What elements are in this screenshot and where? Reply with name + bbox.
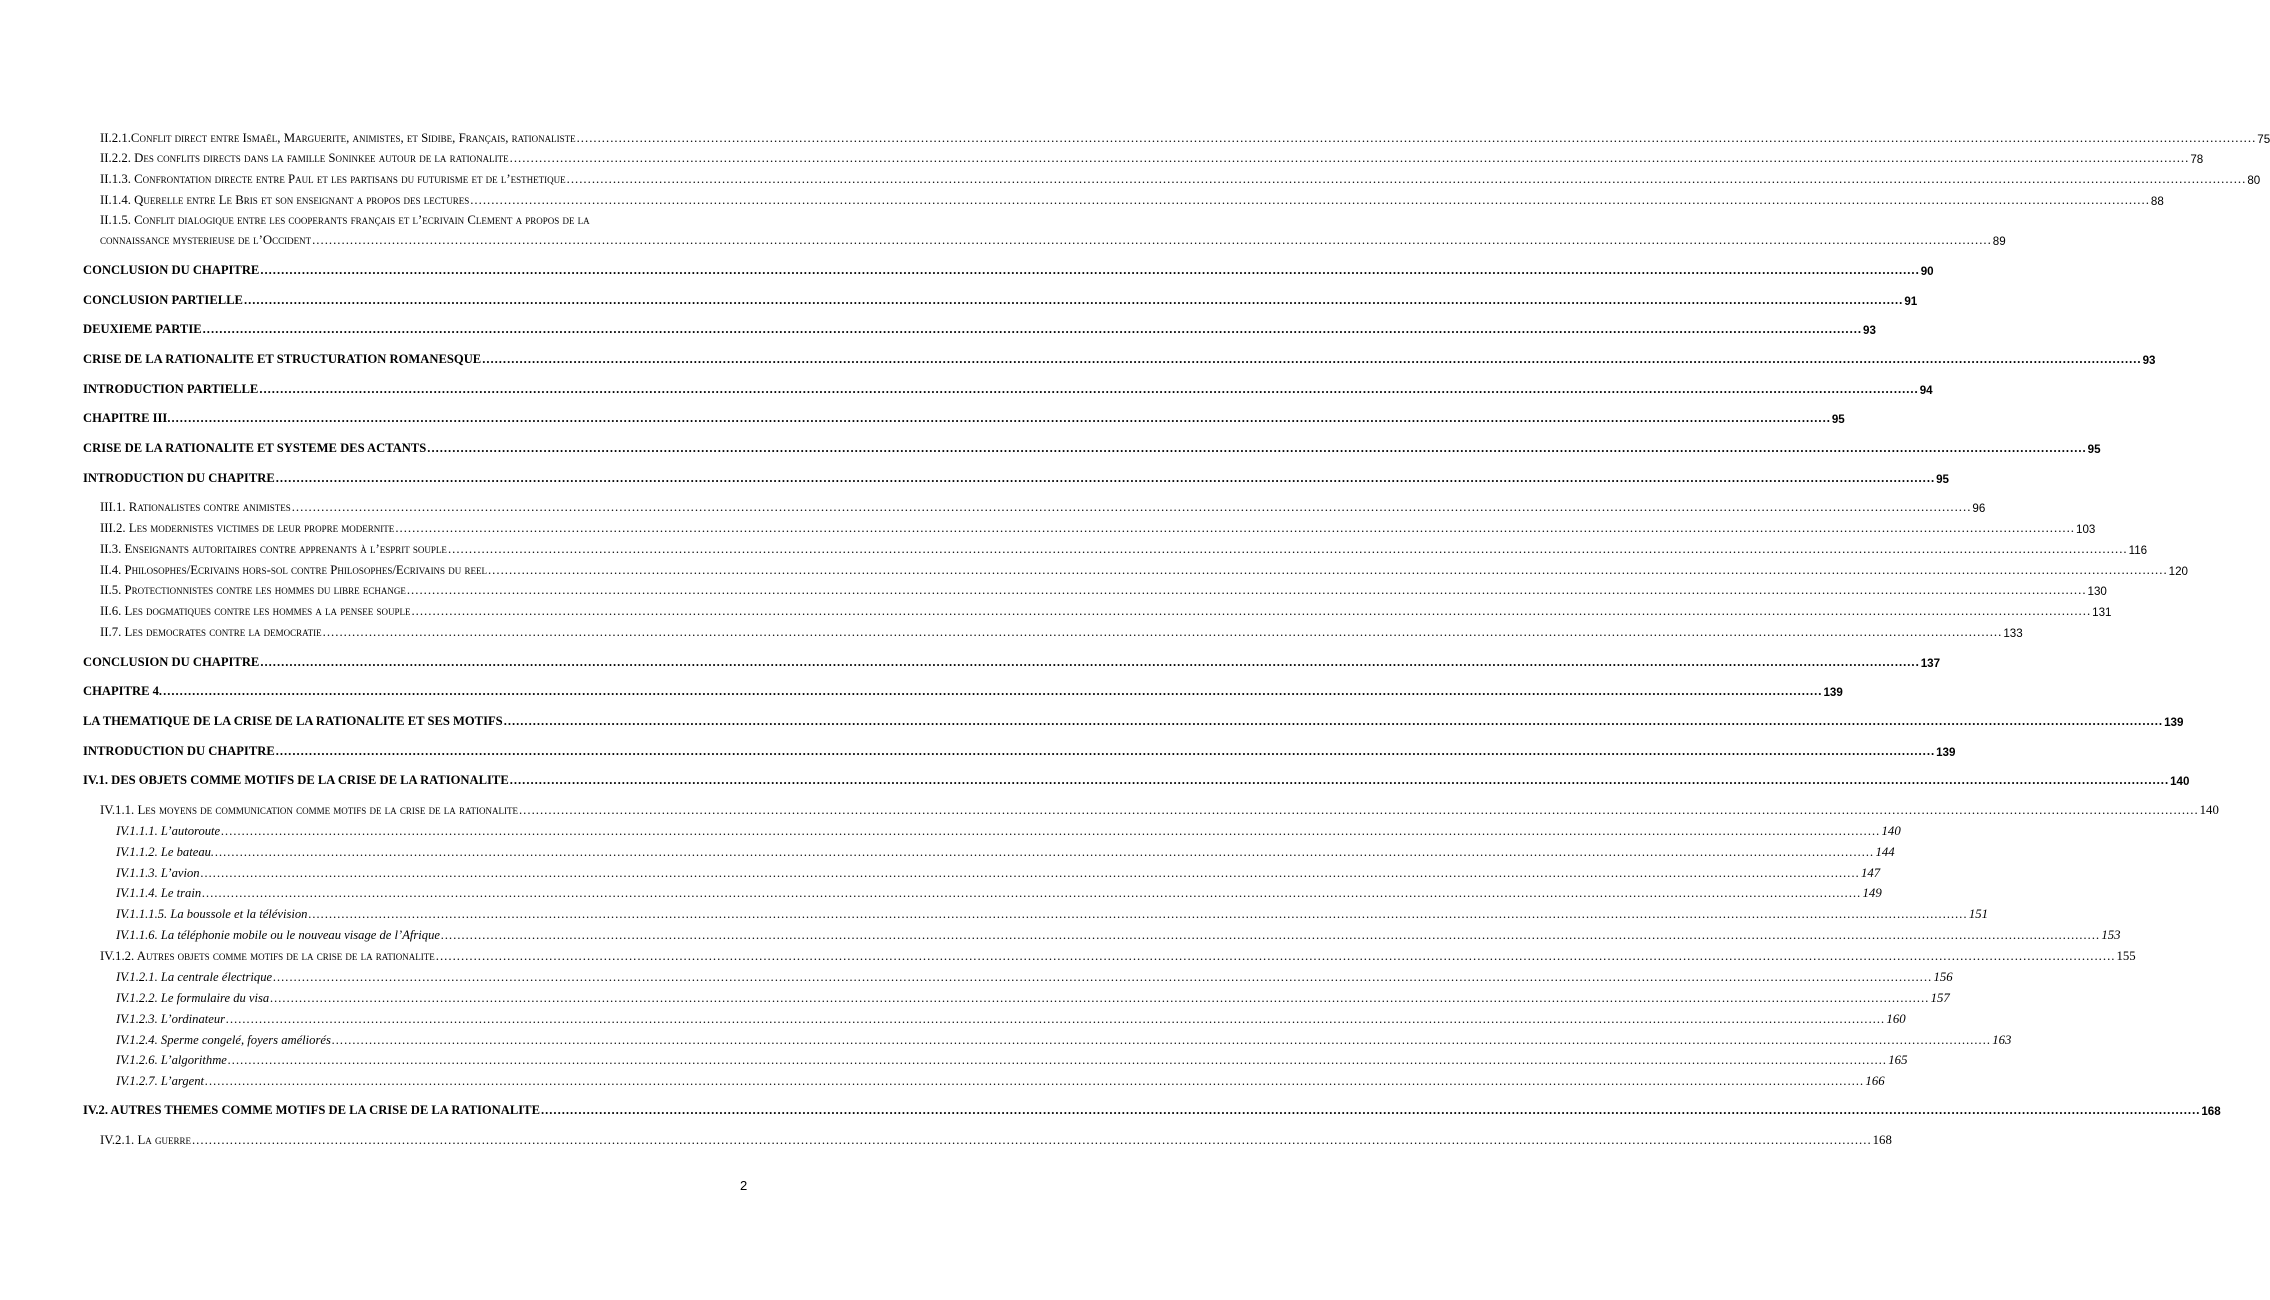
toc-entry-page: 130 — [2087, 585, 2107, 598]
toc-entry[interactable] — [83, 411, 1845, 426]
toc-entry-page: 95 — [1831, 413, 1845, 426]
toc-entry[interactable] — [83, 352, 2156, 367]
page-number: 2 — [740, 1178, 748, 1193]
toc-entry-title: IV.1.1.3. L’avion — [116, 866, 200, 880]
dot-leader: ................................................................................................................................................................................................................................................................................................................................................................................................................ — [308, 907, 1968, 921]
dot-leader: ................................................................................................................................................................................................................................................................................................................................................................................................................ — [395, 521, 2075, 535]
toc-entry-title: IV.1.1. Les moyens de communication comme motifs de la crise de la rationalite — [100, 803, 518, 817]
dot-leader: ................................................................................................................................................................................................................................................................................................................................................................................................................ — [503, 714, 2164, 728]
toc-entry[interactable] — [83, 322, 1876, 337]
toc-entry-title: CONCLUSION DU CHAPITRE — [83, 263, 260, 277]
toc-entry-page: 139 — [2164, 716, 2184, 729]
dot-leader: ................................................................................................................................................................................................................................................................................................................................................................................................................ — [482, 352, 2142, 366]
toc-entry-title: IV.1.2.2. Le formulaire du visa — [116, 991, 270, 1005]
toc-entry-page: 88 — [2150, 195, 2164, 208]
toc-entry[interactable] — [83, 441, 2101, 456]
toc-entry-title: II.5. Protectionnistes contre les hommes du libre echange — [100, 583, 406, 597]
toc-entry-title: LA THEMATIQUE DE LA CRISE DE LA RATIONALITE ET SES MOTIFS — [83, 714, 503, 728]
dot-leader: ................................................................................................................................................................................................................................................................................................................................................................................................................ — [273, 970, 1933, 984]
dot-leader: ................................................................................................................................................................................................................................................................................................................................................................................................................ — [202, 322, 1863, 336]
dot-leader: ................................................................................................................................................................................................................................................................................................................................................................................................................ — [270, 991, 1930, 1005]
dot-leader: ................................................................................................................................................................................................................................................................................................................................................................................................................ — [163, 684, 1823, 698]
toc-entry[interactable] — [116, 866, 1881, 881]
toc-entry-title: IV.1.2. Autres objets comme motifs de la crise de la rationalite — [100, 949, 435, 963]
toc-entry[interactable] — [116, 1053, 1908, 1068]
dot-leader: ................................................................................................................................................................................................................................................................................................................................................................................................................ — [200, 866, 1860, 880]
toc-entry-title: IV.1.2.3. L’ordinateur — [116, 1012, 226, 1026]
toc-entry[interactable] — [83, 471, 1950, 486]
toc-entry-page: 93 — [2142, 354, 2156, 367]
dot-leader: ................................................................................................................................................................................................................................................................................................................................................................................................................ — [441, 928, 2101, 942]
dot-leader: ................................................................................................................................................................................................................................................................................................................................................................................................................ — [260, 655, 1920, 669]
toc-entry[interactable] — [116, 886, 1882, 901]
toc-entry[interactable] — [100, 172, 2261, 187]
toc-entry-title: INTRODUCTION DU CHAPITRE — [83, 471, 275, 485]
toc-entry-page: 140 — [1881, 824, 1901, 838]
toc-entry-title: CRISE DE LA RATIONALITE ET SYSTEME DES ACTANTS — [83, 441, 427, 455]
dot-leader: ................................................................................................................................................................................................................................................................................................................................................................................................................ — [427, 441, 2087, 455]
dot-leader: ................................................................................................................................................................................................................................................................................................................................................................................................................ — [221, 824, 1881, 838]
toc-entry-page: 90 — [1920, 265, 1934, 278]
dot-leader: ................................................................................................................................................................................................................................................................................................................................................................................................................ — [275, 471, 1936, 485]
toc-entry[interactable] — [116, 1033, 2012, 1048]
toc-entry-page: 133 — [2003, 627, 2023, 640]
toc-entry[interactable] — [100, 1133, 1892, 1148]
toc-entry-page: 166 — [1865, 1074, 1885, 1088]
toc-entry[interactable] — [83, 293, 1918, 308]
toc-entry-title: CRISE DE LA RATIONALITE ET STRUCTURATION ROMANESQUE — [83, 352, 482, 366]
toc-entry[interactable] — [100, 542, 2148, 557]
toc-entry-title: CONCLUSION DU CHAPITRE — [83, 655, 260, 669]
dot-leader: ................................................................................................................................................................................................................................................................................................................................................................................................................ — [171, 411, 1831, 425]
toc-entry[interactable] — [83, 744, 1956, 759]
toc-entry-page: 103 — [2076, 523, 2096, 536]
toc-entry[interactable] — [100, 583, 2107, 598]
toc-entry[interactable] — [83, 263, 1934, 278]
toc-entry-title: CHAPITRE III. — [83, 411, 171, 425]
dot-leader: ................................................................................................................................................................................................................................................................................................................................................................................................................ — [291, 500, 1972, 514]
toc-entry-page: 144 — [1875, 845, 1895, 859]
dot-leader: ................................................................................................................................................................................................................................................................................................................................................................................................................ — [205, 1074, 1865, 1088]
dot-leader: ................................................................................................................................................................................................................................................................................................................................................................................................................ — [202, 886, 1862, 900]
toc-entry[interactable] — [100, 949, 2136, 964]
toc-entry-title: connaissance mysterieuse de l’Occident — [100, 233, 312, 247]
toc-entry-title: IV.1.1.2. Le bateau. — [116, 845, 215, 859]
toc-entry[interactable] — [116, 970, 1953, 985]
dot-leader: ................................................................................................................................................................................................................................................................................................................................................................................................................ — [215, 845, 1875, 859]
toc-entry-title: IV.1.1.1.5. La boussole et la télévision — [116, 907, 308, 921]
toc-entry[interactable] — [83, 1103, 2221, 1118]
toc-entry-page: 116 — [2128, 544, 2148, 557]
dot-leader: ................................................................................................................................................................................................................................................................................................................................................................................................................ — [509, 151, 2190, 165]
toc-entry[interactable] — [100, 151, 2204, 166]
toc-entry-title: II.7. Les democrates contre la democratie — [100, 625, 322, 639]
toc-entry-title: IV.1.2.4. Sperme congelé, foyers améliorés — [116, 1033, 331, 1047]
toc-entry-page: 149 — [1862, 886, 1882, 900]
toc-entry[interactable] — [83, 655, 1941, 670]
toc-entry-title: III.1. Rationalistes contre animistes — [100, 500, 291, 514]
toc-entry-page: 151 — [1968, 907, 1989, 921]
dot-leader: ................................................................................................................................................................................................................................................................................................................................................................................................................ — [259, 382, 1919, 396]
toc-entry[interactable] — [116, 845, 1895, 860]
toc-entry-title: IV.1.1.4. Le train — [116, 886, 202, 900]
toc-entry-title: IV.1.1.1. L’autoroute — [116, 824, 221, 838]
toc-entry-title: II.1.3. Confrontation directe entre Paul et les partisans du futurisme et de l’esthetique — [100, 172, 566, 186]
toc-entry-page: 160 — [1886, 1012, 1906, 1026]
dot-leader: ................................................................................................................................................................................................................................................................................................................................................................................................................ — [406, 583, 2087, 597]
toc-entry-title: IV.1.1.6. La téléphonie mobile ou le nouveau visage de l’Afrique — [116, 928, 440, 942]
toc-entry-title: IV.2. AUTRES THEMES COMME MOTIFS DE LA CRISE DE LA RATIONALITE — [83, 1103, 540, 1117]
toc-entry-page: 80 — [2247, 174, 2261, 187]
toc-entry-title: II.1.5. Conflit dialogique entre les cooperants français et l’ecrivain Clement a propos de la — [100, 213, 590, 227]
toc-entry-page: 168 — [2201, 1105, 2221, 1118]
toc-entry[interactable] — [116, 991, 1950, 1006]
toc-entry-title: DEUXIEME PARTIE — [83, 322, 202, 336]
toc-entry-page: 157 — [1930, 991, 1950, 1005]
toc-entry-page: 147 — [1860, 866, 1881, 880]
dot-leader: ................................................................................................................................................................................................................................................................................................................................................................................................................ — [312, 233, 1992, 247]
toc-entry-title: INTRODUCTION DU CHAPITRE — [83, 744, 275, 758]
toc-entry[interactable] — [83, 773, 2190, 788]
toc-entry[interactable] — [100, 563, 2188, 578]
dot-leader: ................................................................................................................................................................................................................................................................................................................................................................................................................ — [260, 263, 1920, 277]
toc-entry-page: 140 — [2199, 803, 2219, 817]
toc-entry[interactable] — [100, 131, 2270, 146]
toc-entry-title: II.2.2. Des conflits directs dans la famille Soninkee autour de la rationalite — [100, 151, 509, 165]
toc-entry[interactable] — [100, 500, 1986, 515]
toc-entry[interactable] — [116, 1012, 1906, 1027]
toc-entry-title: II.3. Enseignants autoritaires contre apprenants à l’esprit souple — [100, 542, 447, 556]
toc-entry-page: 165 — [1888, 1053, 1908, 1067]
toc-entry-title: II.4. Philosophes/Ecrivains hors-sol contre Philosophes/Ecrivains du reel — [100, 563, 487, 577]
toc-entry-title: CONCLUSION PARTIELLE — [83, 293, 243, 307]
toc-entry[interactable] — [83, 684, 1843, 699]
toc-entry-page: 91 — [1904, 295, 1918, 308]
dot-leader: ................................................................................................................................................................................................................................................................................................................................................................................................................ — [191, 1133, 1872, 1147]
toc-entry-title: II.2.1.Conflit direct entre Ismaël, Marguerite, animistes, et Sidibe, Français, rationaliste — [100, 131, 576, 145]
toc-entry-page: 75 — [2257, 133, 2270, 146]
toc-entry-title: IV.1.2.1. La centrale électrique — [116, 970, 273, 984]
toc-entry-title: IV.1.2.7. L’argent — [116, 1074, 205, 1088]
toc-entry[interactable] — [116, 907, 1989, 922]
dot-leader: ................................................................................................................................................................................................................................................................................................................................................................................................................ — [566, 172, 2247, 186]
toc-entry-page: 89 — [1992, 235, 2006, 248]
toc-entry-page: 155 — [2116, 949, 2136, 963]
dot-leader: ................................................................................................................................................................................................................................................................................................................................................................................................................ — [540, 1103, 2201, 1117]
toc-entry-page: 156 — [1933, 970, 1953, 984]
dot-leader: ................................................................................................................................................................................................................................................................................................................................................................................................................ — [447, 542, 2128, 556]
toc-entry-page: 137 — [1920, 657, 1941, 670]
toc-entry-page: 153 — [2101, 928, 2121, 942]
toc-entry-title: IV.1. DES OBJETS COMME MOTIFS DE LA CRISE DE LA RATIONALITE — [83, 773, 509, 787]
dot-leader: ................................................................................................................................................................................................................................................................................................................................................................................................................ — [470, 193, 2150, 207]
toc-entry[interactable] — [116, 1074, 1885, 1089]
toc-entry-title: II.6. Les dogmatiques contre les hommes a la pensee souple — [100, 604, 411, 618]
dot-leader: ................................................................................................................................................................................................................................................................................................................................................................................................................ — [322, 625, 2003, 639]
dot-leader: ................................................................................................................................................................................................................................................................................................................................................................................................................ — [435, 949, 2116, 963]
dot-leader: ................................................................................................................................................................................................................................................................................................................................................................................................................ — [576, 131, 2257, 145]
dot-leader: ................................................................................................................................................................................................................................................................................................................................................................................................................ — [226, 1012, 1886, 1026]
toc-entry[interactable] — [100, 625, 2023, 640]
dot-leader: ................................................................................................................................................................................................................................................................................................................................................................................................................ — [509, 773, 2170, 787]
toc-entry-title: III.2. Les modernistes victimes de leur propre modernite — [100, 521, 395, 535]
toc-entry-title: II.1.4. Querelle entre Le Bris et son enseignant a propos des lectures — [100, 193, 470, 207]
toc-entry-page: 131 — [2092, 606, 2112, 619]
dot-leader: ................................................................................................................................................................................................................................................................................................................................................................................................................ — [411, 604, 2092, 618]
toc-entry-page: 96 — [1972, 502, 1986, 515]
toc-entry-page: 139 — [1823, 686, 1843, 699]
toc-entry[interactable] — [100, 193, 2164, 208]
toc-entry[interactable] — [100, 233, 2006, 248]
dot-leader: ................................................................................................................................................................................................................................................................................................................................................................................................................ — [227, 1053, 1888, 1067]
toc-entry-title: IV.2.1. La guerre — [100, 1133, 191, 1147]
toc-entry-page: 140 — [2170, 775, 2190, 788]
toc-entry[interactable] — [83, 382, 1933, 397]
toc-entry[interactable] — [83, 714, 2184, 729]
toc-entry-page: 163 — [1992, 1033, 2012, 1047]
toc-entry-title: CHAPITRE 4. — [83, 684, 163, 698]
dot-leader: ................................................................................................................................................................................................................................................................................................................................................................................................................ — [243, 293, 1904, 307]
toc-entry-title: IV.1.2.6. L’algorithme — [116, 1053, 227, 1067]
toc-entry[interactable] — [100, 604, 2112, 619]
toc-entry-page: 93 — [1863, 324, 1876, 337]
toc-entry-page: 95 — [2087, 443, 2101, 456]
toc-entry[interactable] — [100, 521, 2096, 536]
toc-entry-title: INTRODUCTION PARTIELLE — [83, 382, 259, 396]
toc-entry[interactable] — [116, 928, 2121, 943]
dot-leader: ................................................................................................................................................................................................................................................................................................................................................................................................................ — [275, 744, 1936, 758]
toc-entry-page: 120 — [2168, 565, 2188, 578]
dot-leader: ................................................................................................................................................................................................................................................................................................................................................................................................................ — [487, 563, 2168, 577]
toc-entry-page: 95 — [1936, 473, 1950, 486]
dot-leader: ................................................................................................................................................................................................................................................................................................................................................................................................................ — [331, 1033, 1992, 1047]
toc-entry[interactable] — [116, 824, 1901, 839]
dot-leader: ................................................................................................................................................................................................................................................................................................................................................................................................................ — [518, 803, 2199, 817]
toc-entry-page: 94 — [1919, 384, 1933, 397]
toc-entry-page: 139 — [1936, 746, 1956, 759]
toc-entry[interactable] — [100, 803, 2219, 818]
toc-entry-page: 78 — [2190, 153, 2204, 166]
toc-entry-page: 168 — [1872, 1133, 1892, 1147]
